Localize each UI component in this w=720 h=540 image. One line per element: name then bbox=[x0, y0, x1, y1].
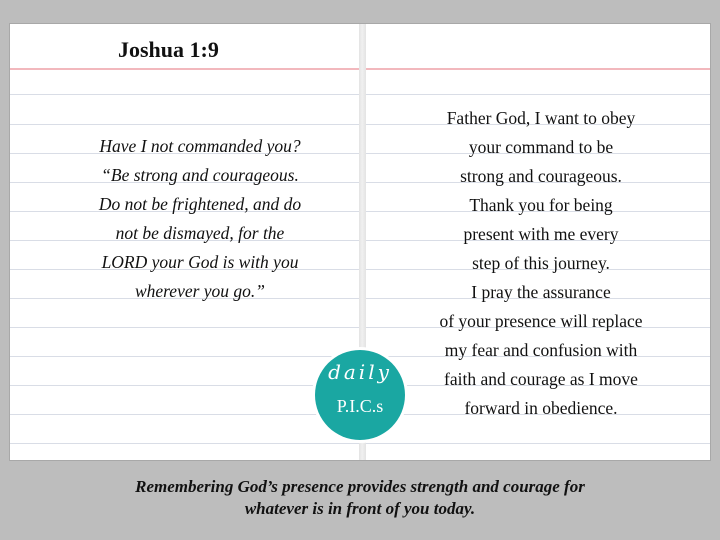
verse-line: wherever you go.” bbox=[134, 281, 266, 301]
prayer-line: Thank you for being bbox=[469, 195, 613, 215]
daily-pics-logo bbox=[315, 350, 405, 440]
prayer-line: present with me every bbox=[463, 224, 619, 244]
verse-line: “Be strong and courageous. bbox=[101, 165, 299, 185]
prayer-line: step of this journey. bbox=[472, 253, 610, 273]
prayer-line: Father God, I want to obey bbox=[446, 108, 636, 128]
verse-line: Have I not commanded you? bbox=[99, 136, 301, 156]
prayer-line: strong and courageous. bbox=[460, 166, 622, 186]
caption-line: whatever is in front of you today. bbox=[244, 499, 476, 518]
logo-script-text: daily bbox=[328, 360, 392, 384]
verse-line: not be dismayed, for the bbox=[115, 223, 285, 243]
prayer-line: I pray the assurance bbox=[471, 282, 611, 302]
verse-line: Do not be frightened, and do bbox=[98, 194, 302, 214]
caption-line: Remembering God’s presence provides strength and courage for bbox=[135, 477, 585, 496]
scripture-verse bbox=[40, 132, 360, 306]
prayer-line: my fear and confusion with bbox=[444, 340, 638, 360]
prayer-line: of your presence will replace bbox=[439, 311, 643, 331]
prayer-text bbox=[376, 104, 706, 423]
prayer-line: your command to be bbox=[468, 137, 614, 157]
journal-card bbox=[10, 24, 710, 460]
verse-reference-title: Joshua 1:9 bbox=[118, 37, 219, 62]
logo-main-text: P.I.C.s bbox=[336, 396, 384, 416]
prayer-line: forward in obedience. bbox=[464, 398, 618, 418]
footer-caption bbox=[0, 476, 720, 520]
prayer-line: faith and courage as I move bbox=[444, 369, 638, 389]
verse-line: LORD your God is with you bbox=[101, 252, 299, 272]
